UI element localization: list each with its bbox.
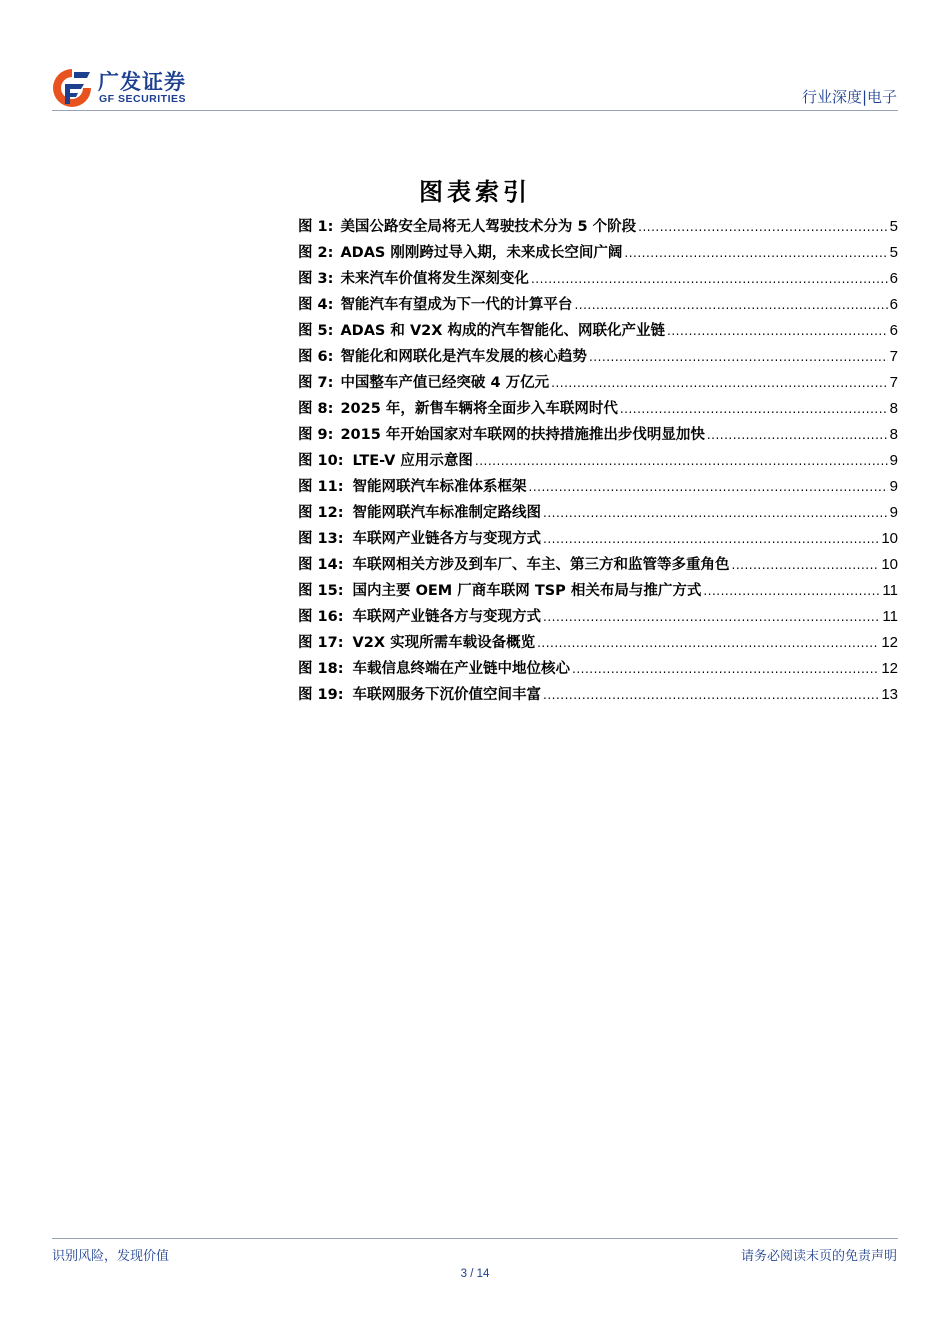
toc-entry-number: 图 2: — [298, 245, 334, 261]
toc-leader-dots — [529, 480, 888, 494]
toc-entry[interactable] — [298, 449, 898, 475]
footer-divider — [52, 1238, 898, 1239]
toc-leader-dots — [667, 324, 888, 338]
toc-leader-dots — [537, 636, 879, 650]
toc-entry-title: 国内主要 OEM 厂商车联网 TSP 相关布局与推广方式 — [352, 583, 702, 599]
toc-entry-number: 图 6: — [298, 349, 334, 365]
toc-entry-number: 图 1: — [298, 219, 334, 235]
toc-entry-page: 12 — [881, 634, 898, 651]
toc-leader-dots — [707, 428, 888, 442]
toc-entry-page: 6 — [889, 296, 898, 313]
toc-entry[interactable] — [298, 605, 898, 631]
toc-entry-title: ADAS 刚刚跨过导入期，未来成长空间广阔 — [340, 245, 623, 261]
toc-entry-page: 5 — [889, 244, 898, 261]
toc-entry-page: 8 — [889, 426, 898, 443]
toc-entry[interactable] — [298, 267, 898, 293]
toc-entry-number: 图 3: — [298, 271, 334, 287]
toc-entry-page: 13 — [881, 686, 898, 703]
toc-entry[interactable] — [298, 631, 898, 657]
footer-disclaimer-note: 请务必阅读末页的免责声明 — [740, 1249, 897, 1264]
toc-entry[interactable] — [298, 579, 898, 605]
toc-title: 图表索引 — [419, 178, 531, 206]
toc-leader-dots — [551, 376, 888, 390]
toc-entry-page: 9 — [889, 452, 898, 469]
toc-entry-page: 9 — [889, 478, 898, 495]
toc-entry-title: LTE-V 应用示意图 — [352, 453, 473, 469]
toc-entry[interactable] — [298, 215, 898, 241]
toc-entry[interactable] — [298, 397, 898, 423]
page-number: 3 / 14 — [460, 1268, 490, 1280]
toc-leader-dots — [572, 662, 879, 676]
toc-entry-title: 2015 年开始国家对车联网的扶持措施推出步伐明显加快 — [340, 427, 705, 443]
logo-english-name: GF SECURITIES — [99, 93, 187, 105]
toc-list — [298, 215, 898, 709]
toc-entry[interactable] — [298, 501, 898, 527]
toc-entry-page: 6 — [889, 322, 898, 339]
toc-entry-title: 美国公路安全局将无人驾驶技术分为 5 个阶段 — [340, 219, 637, 235]
toc-entry-number: 图 18: — [298, 661, 344, 677]
toc-leader-dots — [620, 402, 888, 416]
toc-entry[interactable] — [298, 553, 898, 579]
toc-entry-title: 智能网联汽车标准制定路线图 — [352, 505, 542, 521]
toc-leader-dots — [543, 532, 879, 546]
toc-entry-title: 车联网服务下沉价值空间丰富 — [352, 687, 542, 703]
toc-entry-title: ADAS 和 V2X 构成的汽车智能化、网联化产业链 — [340, 323, 665, 339]
toc-entry-title: 智能网联汽车标准体系框架 — [352, 479, 527, 495]
report-category: 行业深度|电子 — [801, 88, 897, 106]
toc-entry-number: 图 7: — [298, 375, 334, 391]
toc-leader-dots — [574, 298, 887, 312]
toc-leader-dots — [543, 688, 879, 702]
toc-entry[interactable] — [298, 475, 898, 501]
toc-entry-title: 车联网产业链各方与变现方式 — [352, 609, 542, 625]
toc-entry-number: 图 16: — [298, 609, 344, 625]
toc-leader-dots — [543, 610, 880, 624]
toc-entry-page: 6 — [889, 270, 898, 287]
toc-entry-number: 图 5: — [298, 323, 334, 339]
header-divider — [52, 110, 898, 111]
toc-entry-page: 10 — [881, 530, 898, 547]
toc-entry-title: 车联网相关方涉及到车厂、车主、第三方和监管等多重角色 — [352, 557, 730, 573]
toc-entry[interactable] — [298, 657, 898, 683]
toc-entry-page: 7 — [889, 374, 898, 391]
toc-entry-title: 2025 年，新售车辆将全面步入车联网时代 — [340, 401, 618, 417]
toc-entry[interactable] — [298, 527, 898, 553]
toc-entry-number: 图 11: — [298, 479, 344, 495]
toc-entry-number: 图 19: — [298, 687, 344, 703]
toc-entry-number: 图 17: — [298, 635, 344, 651]
toc-entry-page: 5 — [889, 218, 898, 235]
toc-entry-page: 12 — [881, 660, 898, 677]
toc-leader-dots — [589, 350, 888, 364]
toc-entry-number: 图 4: — [298, 297, 334, 313]
toc-entry[interactable] — [298, 345, 898, 371]
toc-entry-number: 图 8: — [298, 401, 334, 417]
gf-logo-icon — [50, 66, 94, 110]
toc-entry-number: 图 15: — [298, 583, 344, 599]
toc-entry[interactable] — [298, 423, 898, 449]
toc-entry-page: 8 — [889, 400, 898, 417]
toc-entry-title: 车载信息终端在产业链中地位核心 — [352, 661, 571, 677]
toc-leader-dots — [543, 506, 888, 520]
toc-leader-dots — [475, 454, 888, 468]
company-logo — [50, 66, 210, 110]
toc-entry[interactable] — [298, 319, 898, 345]
toc-entry-title: 车联网产业链各方与变现方式 — [352, 531, 542, 547]
toc-entry-title: 中国整车产值已经突破 4 万亿元 — [340, 375, 550, 391]
toc-leader-dots — [638, 220, 888, 234]
toc-entry-page: 11 — [882, 582, 898, 599]
toc-entry-number: 图 14: — [298, 557, 344, 573]
toc-entry-page: 11 — [882, 608, 898, 625]
toc-entry-number: 图 12: — [298, 505, 344, 521]
toc-leader-dots — [531, 272, 888, 286]
toc-entry-title: 未来汽车价值将发生深刻变化 — [340, 271, 529, 287]
toc-entry-page: 9 — [889, 504, 898, 521]
toc-entry-title: 智能汽车有望成为下一代的计算平台 — [340, 297, 573, 313]
toc-entry-page: 10 — [881, 556, 898, 573]
toc-entry[interactable] — [298, 371, 898, 397]
toc-entry-number: 图 9: — [298, 427, 334, 443]
toc-entry-number: 图 13: — [298, 531, 344, 547]
toc-entry-title: V2X 实现所需车载设备概览 — [352, 635, 536, 651]
toc-leader-dots — [732, 558, 880, 572]
logo-chinese-name: 广发证券 — [98, 70, 186, 94]
toc-entry[interactable] — [298, 293, 898, 319]
toc-entry[interactable] — [298, 241, 898, 267]
toc-entry-number: 图 10: — [298, 453, 344, 469]
toc-leader-dots — [624, 246, 887, 260]
toc-entry-page: 7 — [889, 348, 898, 365]
toc-entry[interactable] — [298, 683, 898, 709]
toc-entry-title: 智能化和网联化是汽车发展的核心趋势 — [340, 349, 587, 365]
footer-slogan: 识别风险，发现价值 — [52, 1249, 170, 1264]
toc-leader-dots — [703, 584, 880, 598]
